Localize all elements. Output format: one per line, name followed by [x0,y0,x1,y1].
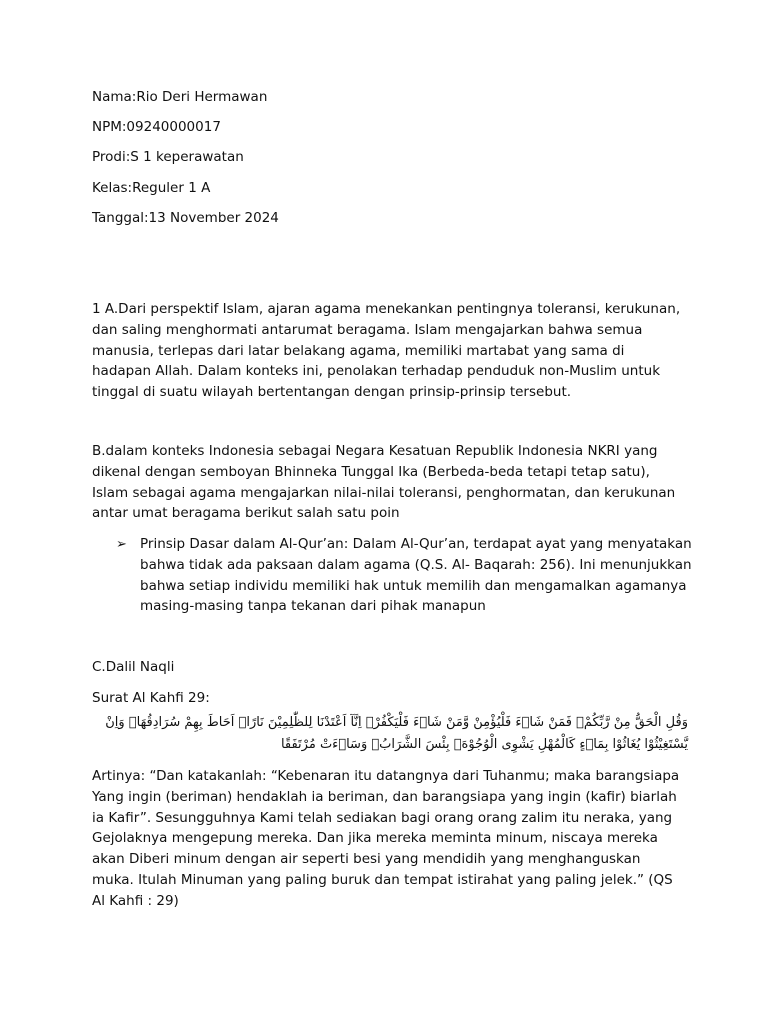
surah-reference: Surat Al Kahfi 29: [92,690,210,706]
answer-1a-paragraph: 1 A.Dari perspektif Islam, ajaran agama menekankan pentingnya toleransi, kerukunan, dan saling menghormati antarumat beragama. Islam mengajarkan bahwa semua manusia, terlepas dari latar belakang agama, memiliki martabat yang sama di hadapan Allah. Dalam konteks ini, penolakan terhadap penduduk non-Muslim untuk tinggal di suatu wilayah bertentangan dengan prinsip-prinsip tersebut. [92,301,681,401]
submission-date: Tanggal:13 November 2024 [92,210,279,226]
bullet-item-text: Prinsip Dasar dalam Al-Qur’an: Dalam Al-Qur’an, terdapat ayat yang menyatakan bahwa tidak ada paksaan dalam agama (Q.S. Al- Baqarah: 256). Ini menunjukkan bahwa setiap individu memiliki hak untuk memilih dan mengamalkan agamanya masing-masing tanpa tekanan dari pihak manapun [140,536,692,615]
student-prodi: Prodi:S 1 keperawatan [92,149,244,165]
arabic-verse: وَقُلِ الْحَقُّ مِنْ رَّبِّكُمْۗ فَمَنْ شَاۤءَ فَلْيُؤْمِنْ وَّمَنْ شَاۤءَ فَلْيَكْفُرْۚ اِنَّآ اَعْتَدْنَا لِلظّٰلِمِيْنَ نَارًاۙ اَحَاطَ بِهِمْ سُرَادِقُهَاۗ وَاِنْ يَّسْتَغِيْثُوْا يُغَاثُوْا بِمَاۤءٍ كَالْمُهْلِ يَشْوِى الْوُجُوْهَۗ بِئْسَ الشَّرَابُۗ وَسَاۤءَتْ مُرْتَفَقًا [105,715,688,752]
section-c-title: C.Dalil Naqli [92,659,175,675]
arrow-bullet-icon: ➢ [116,537,127,552]
student-npm: NPM:09240000017 [92,119,221,135]
answer-1b-paragraph: B.dalam konteks Indonesia sebagai Negara Kesatuan Republik Indonesia NKRI yang dikenal dengan semboyan Bhinneka Tunggal Ika (Berbeda-beda tetapi tetap satu), Islam sebagai agama mengajarkan nilai-nilai toleransi, penghormatan, dan kerukunan antar umat beragama berikut salah satu poin [92,443,676,522]
student-class: Kelas:Reguler 1 A [92,180,211,196]
verse-translation: Artinya: “Dan katakanlah: “Kebenaran itu datangnya dari Tuhanmu; maka barangsiapa Yang ingin (beriman) hendaklah ia beriman, dan barangsiapa yang ingin (kafir) biarlah ia Kafir”. Sesungguhnya Kami telah sediakan bagi orang orang zalim itu neraka, yang Gejolaknya mengepung mereka. Dan jika mereka meminta minum, niscaya mereka akan Diberi minum dengan air seperti besi yang mendidih yang menghanguskan muka. Itulah Minuman yang paling buruk dan tempat istirahat yang paling jelek.” (QS Al Kahfi : 29) [92,768,680,909]
student-name: Nama:Rio Deri Hermawan [92,89,268,105]
